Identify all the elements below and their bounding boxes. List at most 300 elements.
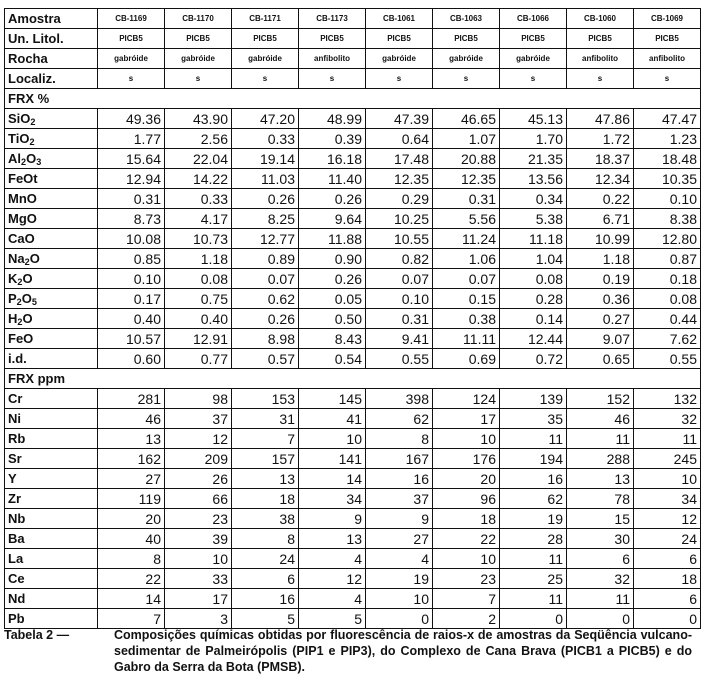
table-cell: 46 — [567, 409, 634, 429]
table-cell: 15 — [567, 509, 634, 529]
table-cell: 27 — [366, 529, 433, 549]
geochemistry-table — [4, 8, 701, 629]
table-cell: 18 — [634, 569, 701, 589]
table-cell: s — [500, 69, 567, 89]
table-cell: 10 — [366, 589, 433, 609]
table-cell: 11 — [567, 429, 634, 449]
table-cell: 19.14 — [232, 149, 299, 169]
table-cell: 0.31 — [98, 189, 165, 209]
table-cell: s — [232, 69, 299, 89]
header-row — [5, 9, 701, 29]
table-cell: 153 — [232, 389, 299, 409]
table-cell: 0.82 — [366, 249, 433, 269]
table-cell: PICB5 — [98, 29, 165, 49]
table-cell: 0.64 — [366, 129, 433, 149]
table-cell: 3 — [165, 609, 232, 629]
table-cell: 162 — [98, 449, 165, 469]
table-cell: 10.25 — [366, 209, 433, 229]
table-cell: 0.89 — [232, 249, 299, 269]
table-row — [5, 169, 701, 189]
table-cell — [366, 89, 433, 109]
table-cell: 1.70 — [500, 129, 567, 149]
table-cell: 0.77 — [165, 349, 232, 369]
row-label: FeO — [5, 329, 98, 349]
table-cell: 13 — [232, 469, 299, 489]
table-cell: s — [366, 69, 433, 89]
table-row — [5, 349, 701, 369]
row-label: FRX % — [5, 89, 98, 109]
table-cell: 0.65 — [567, 349, 634, 369]
table-cell: 12.35 — [366, 169, 433, 189]
table-cell: 0.08 — [165, 269, 232, 289]
table-cell: 6 — [567, 549, 634, 569]
table-cell — [299, 89, 366, 109]
table-cell: 14 — [299, 469, 366, 489]
table-cell: 209 — [165, 449, 232, 469]
table-row — [5, 449, 701, 469]
table-cell: 10 — [165, 549, 232, 569]
table-cell: 0.29 — [366, 189, 433, 209]
table-cell: 157 — [232, 449, 299, 469]
header-row — [5, 69, 701, 89]
table-cell: 12.91 — [165, 329, 232, 349]
table-cell: 0.22 — [567, 189, 634, 209]
table-caption — [4, 627, 694, 675]
table-cell: 0.75 — [165, 289, 232, 309]
table-cell: 9.41 — [366, 329, 433, 349]
table-cell: 13 — [299, 529, 366, 549]
table-cell: 0.87 — [634, 249, 701, 269]
table-cell: 22 — [98, 569, 165, 589]
table-cell: CB-1170 — [165, 9, 232, 29]
table-cell: 20 — [433, 469, 500, 489]
table-cell — [433, 369, 500, 389]
table-cell — [165, 89, 232, 109]
table-cell: 4 — [299, 549, 366, 569]
table-row — [5, 229, 701, 249]
table-row — [5, 269, 701, 289]
table-cell: CB-1171 — [232, 9, 299, 29]
table-cell: 8.98 — [232, 329, 299, 349]
table-cell: 0.26 — [299, 189, 366, 209]
table-row — [5, 569, 701, 589]
row-label: Ni — [5, 409, 98, 429]
table-cell: 11.03 — [232, 169, 299, 189]
caption-label: Tabela 2 — — [4, 628, 70, 642]
table-row — [5, 289, 701, 309]
table-row — [5, 609, 701, 629]
row-label: $Na_2O$ — [5, 249, 98, 269]
table-cell: 12 — [165, 429, 232, 449]
table-cell: CB-1060 — [567, 9, 634, 29]
table-cell: 6 — [232, 569, 299, 589]
table-cell: 47.47 — [634, 109, 701, 129]
table-cell: 0 — [567, 609, 634, 629]
table-cell: 0.18 — [634, 269, 701, 289]
table-cell: 0 — [634, 609, 701, 629]
header-row — [5, 49, 701, 69]
table-cell: gabróide — [366, 49, 433, 69]
table-cell: 41 — [299, 409, 366, 429]
table-cell: 8.43 — [299, 329, 366, 349]
row-label: $H_2O$ — [5, 309, 98, 329]
row-label: TiO$_2$ — [5, 129, 98, 149]
table-cell: 11.40 — [299, 169, 366, 189]
table-cell — [232, 89, 299, 109]
table-cell: 0.44 — [634, 309, 701, 329]
table-cell: 16.18 — [299, 149, 366, 169]
table-cell: 38 — [232, 509, 299, 529]
table-cell: 0.36 — [567, 289, 634, 309]
table-cell: 8.73 — [98, 209, 165, 229]
table-cell: 1.77 — [98, 129, 165, 149]
table-cell: 22.04 — [165, 149, 232, 169]
table-cell: 10.73 — [165, 229, 232, 249]
table-cell: 23 — [165, 509, 232, 529]
table-cell: 22 — [433, 529, 500, 549]
table-cell: 0.55 — [634, 349, 701, 369]
table-cell: 7 — [98, 609, 165, 629]
table-cell: 0.26 — [232, 309, 299, 329]
table-cell: 62 — [366, 409, 433, 429]
table-cell: 1.18 — [567, 249, 634, 269]
table-cell: 12.34 — [567, 169, 634, 189]
table-cell: 8 — [232, 529, 299, 549]
table-cell: 5.38 — [500, 209, 567, 229]
table-cell: 17.48 — [366, 149, 433, 169]
table-cell: 28 — [500, 529, 567, 549]
table-cell — [634, 89, 701, 109]
table-cell: 98 — [165, 389, 232, 409]
table-cell: 23 — [433, 569, 500, 589]
table-cell: 2 — [433, 609, 500, 629]
table-cell: 46.65 — [433, 109, 500, 129]
row-label: i.d. — [5, 349, 98, 369]
table-cell: 0.62 — [232, 289, 299, 309]
table-cell: 25 — [500, 569, 567, 589]
table-cell: 39 — [165, 529, 232, 549]
table-cell: 24 — [232, 549, 299, 569]
table-cell: 12 — [634, 509, 701, 529]
table-cell: 17 — [165, 589, 232, 609]
table-cell — [567, 89, 634, 109]
table-cell: 288 — [567, 449, 634, 469]
row-label: Ce — [5, 569, 98, 589]
table-cell: 10.99 — [567, 229, 634, 249]
table-cell: 5 — [299, 609, 366, 629]
table-cell — [232, 369, 299, 389]
table-cell: 18 — [433, 509, 500, 529]
table-cell: PICB5 — [366, 29, 433, 49]
row-label: MnO — [5, 189, 98, 209]
table-cell: 0.33 — [165, 189, 232, 209]
table-cell: 27 — [98, 469, 165, 489]
table-cell: 124 — [433, 389, 500, 409]
row-label: Rocha — [5, 49, 98, 69]
table-cell — [500, 89, 567, 109]
table-cell: 0.33 — [232, 129, 299, 149]
table-cell — [366, 369, 433, 389]
table-cell: 10 — [299, 429, 366, 449]
table-cell: gabróide — [433, 49, 500, 69]
table-cell: 4 — [366, 549, 433, 569]
table-row — [5, 309, 701, 329]
table-cell: 281 — [98, 389, 165, 409]
table-cell: 13 — [98, 429, 165, 449]
table-row — [5, 549, 701, 569]
row-label: MgO — [5, 209, 98, 229]
table-cell: 49.36 — [98, 109, 165, 129]
table-cell: 0.08 — [500, 269, 567, 289]
table-cell: 5.56 — [433, 209, 500, 229]
table-cell: 11.88 — [299, 229, 366, 249]
table-cell: 15.64 — [98, 149, 165, 169]
table-row — [5, 189, 701, 209]
row-label: Localiz. — [5, 69, 98, 89]
table-cell: 31 — [232, 409, 299, 429]
table-cell: 30 — [567, 529, 634, 549]
row-label: Rb — [5, 429, 98, 449]
table-row — [5, 129, 701, 149]
table-cell: 26 — [165, 469, 232, 489]
table-cell: 1.07 — [433, 129, 500, 149]
table-cell: 145 — [299, 389, 366, 409]
table-cell: gabróide — [98, 49, 165, 69]
table-cell: 0.10 — [98, 269, 165, 289]
table-cell: 0.72 — [500, 349, 567, 369]
table-cell: 119 — [98, 489, 165, 509]
table-cell: 12.44 — [500, 329, 567, 349]
table-cell: s — [165, 69, 232, 89]
table-cell: 0.28 — [500, 289, 567, 309]
table-cell: 0 — [366, 609, 433, 629]
row-label: Amostra — [5, 9, 98, 29]
table-cell: CB-1066 — [500, 9, 567, 29]
table-cell: 0.27 — [567, 309, 634, 329]
table-cell: 0 — [500, 609, 567, 629]
table-cell: PICB5 — [567, 29, 634, 49]
table-cell: 12.77 — [232, 229, 299, 249]
table-cell: 9 — [366, 509, 433, 529]
table-cell: 47.39 — [366, 109, 433, 129]
table-cell: 18.37 — [567, 149, 634, 169]
table-cell — [165, 369, 232, 389]
table-cell: anfibolito — [299, 49, 366, 69]
table-cell: s — [299, 69, 366, 89]
row-label: Zr — [5, 489, 98, 509]
table-cell: gabróide — [232, 49, 299, 69]
section-row-frx-ppm — [5, 369, 701, 389]
table-cell: 11.18 — [500, 229, 567, 249]
table-cell: s — [98, 69, 165, 89]
table-cell: 32 — [567, 569, 634, 589]
row-label: Ba — [5, 529, 98, 549]
table-cell: 34 — [634, 489, 701, 509]
table-cell: s — [634, 69, 701, 89]
row-label: Y — [5, 469, 98, 489]
table-cell: 0.69 — [433, 349, 500, 369]
table-cell: 7 — [232, 429, 299, 449]
table-cell: 45.13 — [500, 109, 567, 129]
table-cell: 0.40 — [165, 309, 232, 329]
table-cell: 1.18 — [165, 249, 232, 269]
row-label: CaO — [5, 229, 98, 249]
caption-text: Composições químicas obtidas por fluorescência de raios-x de amostras da Seqüência vulcano-sedimentar de Palmeirópolis (PIP1 e PIP3), do Complexo de Cana Brava (PICB1 a PICB5) e do Gabro da Serra da Bota (PMSB). — [114, 628, 692, 674]
row-label: FeOt — [5, 169, 98, 189]
table-cell: CB-1063 — [433, 9, 500, 29]
table-cell: 43.90 — [165, 109, 232, 129]
table-cell: 12.35 — [433, 169, 500, 189]
table-cell: 0.60 — [98, 349, 165, 369]
table-cell: 0.39 — [299, 129, 366, 149]
table-cell: CB-1061 — [366, 9, 433, 29]
table-cell — [567, 369, 634, 389]
table-cell: 0.07 — [366, 269, 433, 289]
table-cell: PICB5 — [165, 29, 232, 49]
table-cell: 21.35 — [500, 149, 567, 169]
table-cell: CB-1069 — [634, 9, 701, 29]
table-row — [5, 209, 701, 229]
table-row — [5, 509, 701, 529]
table-cell: 0.07 — [232, 269, 299, 289]
table-cell: 62 — [500, 489, 567, 509]
table-cell: 10.55 — [366, 229, 433, 249]
table-cell: 1.23 — [634, 129, 701, 149]
table-cell: 0.26 — [232, 189, 299, 209]
table-cell: 11.11 — [433, 329, 500, 349]
row-label: $P_2O_5$ — [5, 289, 98, 309]
table-cell: 32 — [634, 409, 701, 429]
table-cell: 8 — [98, 549, 165, 569]
table-cell: 20 — [98, 509, 165, 529]
table-cell: 8.25 — [232, 209, 299, 229]
table-cell: 12.94 — [98, 169, 165, 189]
table-cell: 9 — [299, 509, 366, 529]
table-cell: 48.99 — [299, 109, 366, 129]
table-cell: 7 — [433, 589, 500, 609]
table-cell: 11 — [567, 589, 634, 609]
table-cell: 10 — [433, 429, 500, 449]
table-cell: 18 — [232, 489, 299, 509]
table-cell — [500, 369, 567, 389]
row-label: SiO$_2$ — [5, 109, 98, 129]
table-cell: 1.04 — [500, 249, 567, 269]
table-cell: 152 — [567, 389, 634, 409]
table-row — [5, 109, 701, 129]
table-cell: 1.06 — [433, 249, 500, 269]
table-cell: PICB5 — [500, 29, 567, 49]
table-cell: 0.54 — [299, 349, 366, 369]
table-cell: 96 — [433, 489, 500, 509]
section-row-frx-pct — [5, 89, 701, 109]
row-label: Nb — [5, 509, 98, 529]
row-label: $K_2O$ — [5, 269, 98, 289]
table-cell: 35 — [500, 409, 567, 429]
table-cell: 13 — [567, 469, 634, 489]
table-cell: 19 — [500, 509, 567, 529]
table-cell: 0.90 — [299, 249, 366, 269]
row-label: Nd — [5, 589, 98, 609]
table-cell: gabróide — [165, 49, 232, 69]
table-cell: 47.86 — [567, 109, 634, 129]
table-cell: 0.10 — [634, 189, 701, 209]
table-cell: 0.55 — [366, 349, 433, 369]
table-cell: 78 — [567, 489, 634, 509]
table-cell: 12.80 — [634, 229, 701, 249]
table-cell: 6 — [634, 549, 701, 569]
table-cell: 11 — [500, 589, 567, 609]
table-cell: CB-1169 — [98, 9, 165, 29]
table-cell: 0.57 — [232, 349, 299, 369]
table-cell: 20.88 — [433, 149, 500, 169]
table-cell: 0.34 — [500, 189, 567, 209]
table-cell: 18.48 — [634, 149, 701, 169]
table-cell: 17 — [433, 409, 500, 429]
table-cell: 0.19 — [567, 269, 634, 289]
table-cell: 0.31 — [366, 309, 433, 329]
table-cell: 34 — [299, 489, 366, 509]
table-cell: 0.08 — [634, 289, 701, 309]
table-cell: 167 — [366, 449, 433, 469]
table-cell: 0.05 — [299, 289, 366, 309]
table-cell: 139 — [500, 389, 567, 409]
table-cell: 0.14 — [500, 309, 567, 329]
table-cell: 6 — [634, 589, 701, 609]
table-cell — [98, 369, 165, 389]
table-row — [5, 389, 701, 409]
header-row — [5, 29, 701, 49]
table-cell: 11 — [500, 429, 567, 449]
table-cell: 0.10 — [366, 289, 433, 309]
table-cell: 132 — [634, 389, 701, 409]
table-row — [5, 489, 701, 509]
table-cell: 10 — [433, 549, 500, 569]
table-cell: 8.38 — [634, 209, 701, 229]
table-cell: 37 — [165, 409, 232, 429]
table-row — [5, 329, 701, 349]
table-cell: 11.24 — [433, 229, 500, 249]
table-cell: 66 — [165, 489, 232, 509]
table-cell: 11 — [500, 549, 567, 569]
table-cell: 19 — [366, 569, 433, 589]
table-cell: gabróide — [500, 49, 567, 69]
table-cell: PICB5 — [634, 29, 701, 49]
table-cell: 4 — [299, 589, 366, 609]
table-cell: 245 — [634, 449, 701, 469]
table-cell: 10.35 — [634, 169, 701, 189]
table-cell: 13.56 — [500, 169, 567, 189]
table-cell: anfibolito — [634, 49, 701, 69]
table-cell: 47.20 — [232, 109, 299, 129]
table-cell: PICB5 — [299, 29, 366, 49]
table-cell: 0.17 — [98, 289, 165, 309]
table-cell: PICB5 — [433, 29, 500, 49]
table-row — [5, 589, 701, 609]
table-cell: s — [433, 69, 500, 89]
table-cell: 0.85 — [98, 249, 165, 269]
table-row — [5, 529, 701, 549]
table-cell: 0.40 — [98, 309, 165, 329]
table-cell — [433, 89, 500, 109]
table-cell: 9.07 — [567, 329, 634, 349]
table-cell: 0.38 — [433, 309, 500, 329]
table-row — [5, 409, 701, 429]
table-cell: 10 — [634, 469, 701, 489]
row-label: Sr — [5, 449, 98, 469]
table-cell: 11 — [634, 429, 701, 449]
table-row — [5, 149, 701, 169]
table-cell: 16 — [366, 469, 433, 489]
